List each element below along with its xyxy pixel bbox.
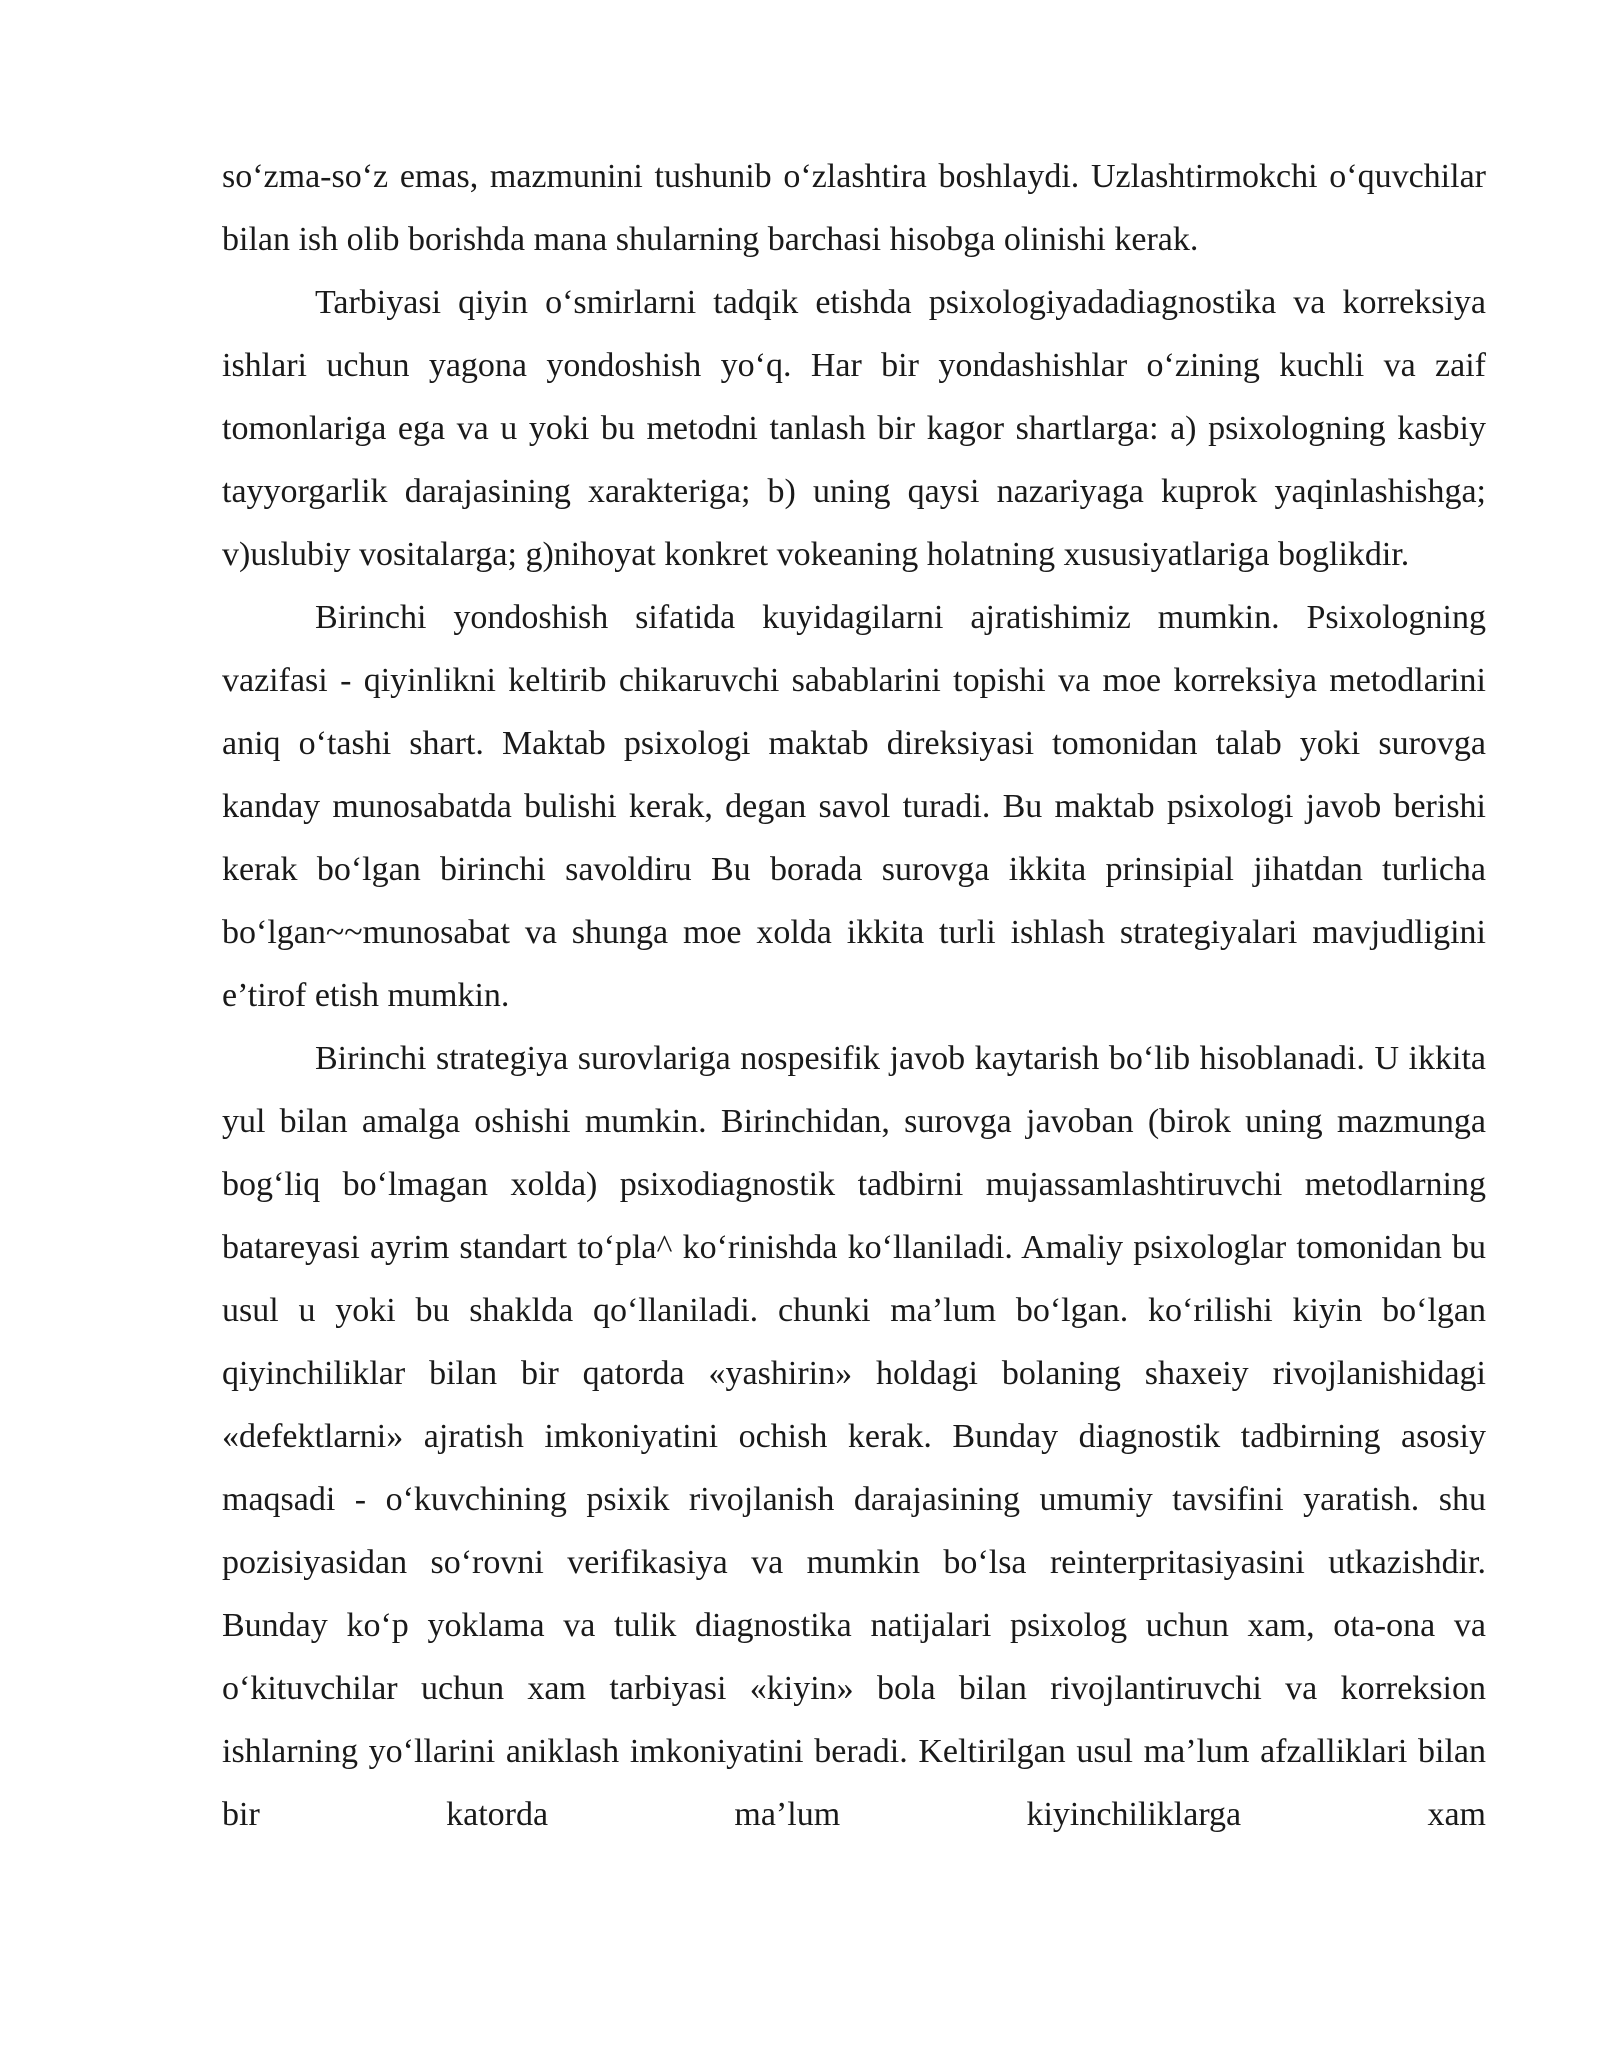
paragraph-2: Tarbiyasi qiyin o‘smirlarni tadqik etishda psixologiyadadiagnostika va korreksiya ishlari uchun yagona yondoshish yo‘q. Har bir yondashishlar o‘zining kuchli va zaif tomonlariga ega va u yoki bu metodni tanlash bir kagor shartlarga: a) psixologning kasbiy tayyorgarlik darajasining xarakteriga; b) uning qaysi nazariyaga kuprok yaqinlashishga; v)uslubiy vositalarga; g)nihoyat konkret vokeaning holatning xususiyatlariga boglikdir. (222, 284, 1486, 573)
paragraph-4: Birinchi strategiya surovlariga nospesifik javob kaytarish bo‘lib hisoblanadi. U ikkita yul bilan amalga oshishi mumkin. Birinchidan, surovga javoban (birok uning mazmunga bog‘liq bo‘lmagan xolda) psixodiagnostik tadbirni mujassamlashtiruvchi metodlarning batareyasi ayrim standart to‘pla^ ko‘rinishda ko‘llaniladi. Amaliy psixologlar tomonidan bu usul u yoki bu shaklda qo‘llaniladi. chunki ma’lum bo‘lgan. ko‘rilishi kiyin bo‘lgan qiyinchiliklar bilan bir qatorda «yashirin» holdagi bolaning shaxeiy rivojlanishidagi «defektlarni» ajratish imkoniyatini ochish kerak. Bunday diagnostik tadbirning asosiy maqsadi - o‘kuvchining psixik rivojlanish darajasining umumiy tavsifini yaratish. shu pozisiyasidan so‘rovni verifikasiya va mumkin bo‘lsa reinterpritasiyasini utkazishdir. Bunday ko‘p yoklama va tulik diagnostika natijalari psixolog uchun xam, ota-ona va o‘kituvchilar uchun xam tarbiyasi «kiyin» bola bilan rivojlantiruvchi va korreksion ishlarning yo‘llarini aniklash imkoniyatini beradi. Keltirilgan usul ma’lum afzalliklari bilan bir katorda ma’lum kiyinchiliklarga xam (222, 1040, 1486, 1833)
paragraph-1: so‘zma-so‘z emas, mazmunini tushunib o‘zlashtira boshlaydi. Uzlashtirmokchi o‘quvchilar bilan ish olib borishda mana shularning barchasi hisobga olinishi kerak. (222, 158, 1486, 258)
document-page (222, 145, 1486, 1846)
paragraph-3: Birinchi yondoshish sifatida kuyidagilarni ajratishimiz mumkin. Psixologning vazifasi - qiyinlikni keltirib chikaruvchi sabablarini topishi va moe korreksiya metodlarini aniq o‘tashi shart. Maktab psixologi maktab direksiyasi tomonidan talab yoki surovga kanday munosabatda bulishi kerak, degan savol turadi. Bu maktab psixologi javob berishi kerak bo‘lgan birinchi savoldiru Bu borada surovga ikkita prinsipial jihatdan turlicha bo‘lgan~~munosabat va shunga moe xolda ikkita turli ishlash strategiyalari mavjudligini e’tirof etish mumkin. (222, 599, 1486, 1014)
